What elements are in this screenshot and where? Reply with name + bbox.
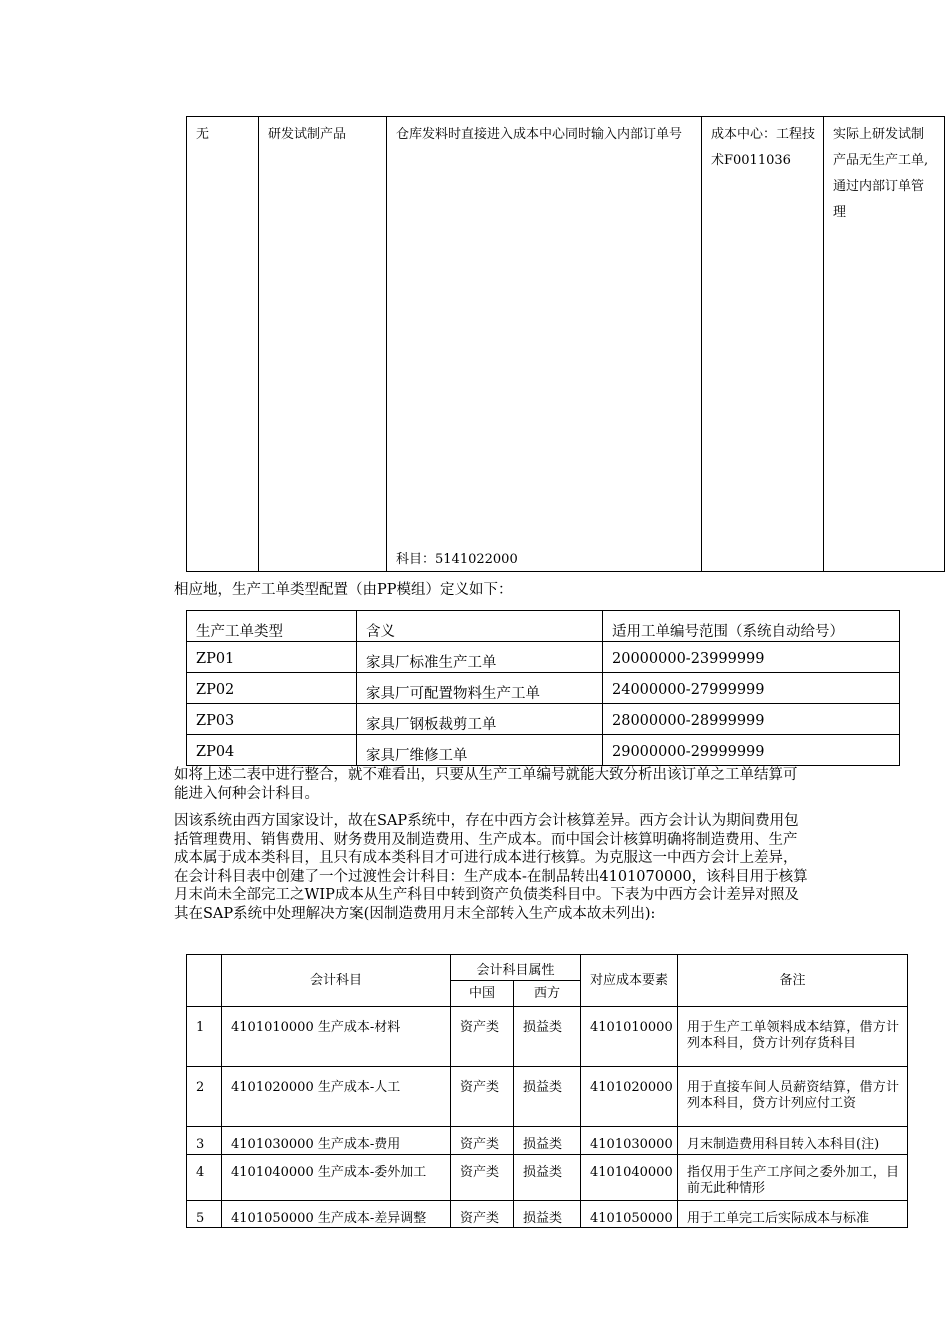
table-row: 3 4101030000 生产成本-费用 资产类 损益类 4101030000 月末制造费用科目转入本科目(注) bbox=[187, 1127, 908, 1155]
t3-attr-header: 会计科目属性 bbox=[451, 955, 581, 981]
t3-note-header: 备注 bbox=[678, 955, 908, 1007]
t1-col1: 无 bbox=[187, 117, 259, 572]
t1-col4: 成本中心：工程技术F0011036 bbox=[702, 117, 824, 572]
t3-cn-header: 中国 bbox=[451, 981, 514, 1007]
table-row: 1 4101010000 生产成本-材料 资产类 损益类 4101010000 用于生产工单领料成本结算，借方计列本科目，贷方计列存货科目 bbox=[187, 1007, 908, 1067]
table-row: ZP04 家具厂维修工单 29000000-29999999 bbox=[187, 735, 900, 766]
t2-header: 生产工单类型 bbox=[187, 611, 357, 642]
t1-col3: 仓库发料时直接进入成本中心同时输入内部订单号 科目：5141022000 bbox=[387, 117, 702, 572]
table-row: 2 4101020000 生产成本-人工 资产类 损益类 4101020000 用于直接车间人员薪资结算，借方计列本科目，贷方计列应付工资 bbox=[187, 1067, 908, 1127]
account-difference-table bbox=[186, 954, 908, 1228]
order-type-table bbox=[186, 116, 945, 572]
paragraph-difference: 因该系统由西方国家设计，故在SAP系统中，存在中西方会计核算差异。西方会计认为期间费用包括管理费用、销售费用、财务费用及制造费用、生产成本。而中国会计核算明确将制造费用、生产成本属于成本类科目，且只有成本类科目才可进行成本进行核算。为克服这一中西方会计上差异，在会计科目表中创建了一个过渡性会计科目：生产成本-在制品转出4101070000，该科目用于核算月末尚未全部完工之WIP成本从生产科目中转到资产负债类科目中。下表为中西方会计差异对照及其在SAP系统中处理解决方案(因制造费用月末全部转入生产成本故未列出): bbox=[174, 813, 808, 922]
t3-no-header bbox=[187, 955, 222, 1007]
table-row: ZP03 家具厂钢板裁剪工单 28000000-28999999 bbox=[187, 704, 900, 735]
t3-west-header: 西方 bbox=[514, 981, 581, 1007]
t3-account-header: 会计科目 bbox=[222, 955, 451, 1007]
table-row: 4 4101040000 生产成本-委外加工 资产类 损益类 4101040000 指仅用于生产工序间之委外加工，目前无此种情形 bbox=[187, 1155, 908, 1201]
paragraph-integration: 如将上述二表中进行整合，就不难看出，只要从生产工单编号就能大致分析出该订单之工单结算可能进入何种会计科目。 bbox=[174, 767, 798, 802]
intro-text: 相应地，生产工单类型配置（由PP模组）定义如下： bbox=[174, 582, 513, 598]
t2-header: 含义 bbox=[357, 611, 603, 642]
table-row: 5 4101050000 生产成本-差异调整 资产类 损益类 4101050000 用于工单完工后实际成本与标准 bbox=[187, 1201, 908, 1228]
table-row: ZP02 家具厂可配置物料生产工单 24000000-27999999 bbox=[187, 673, 900, 704]
t3-element-header: 对应成本要素 bbox=[581, 955, 678, 1007]
t1-col2: 研发试制产品 bbox=[259, 117, 387, 572]
t1-col5: 实际上研发试制产品无生产工单,通过内部订单管理 bbox=[824, 117, 945, 572]
t2-header: 适用工单编号范围（系统自动给号） bbox=[603, 611, 900, 642]
table-row: ZP01 家具厂标准生产工单 20000000-23999999 bbox=[187, 642, 900, 673]
work-order-type-table bbox=[186, 610, 900, 766]
